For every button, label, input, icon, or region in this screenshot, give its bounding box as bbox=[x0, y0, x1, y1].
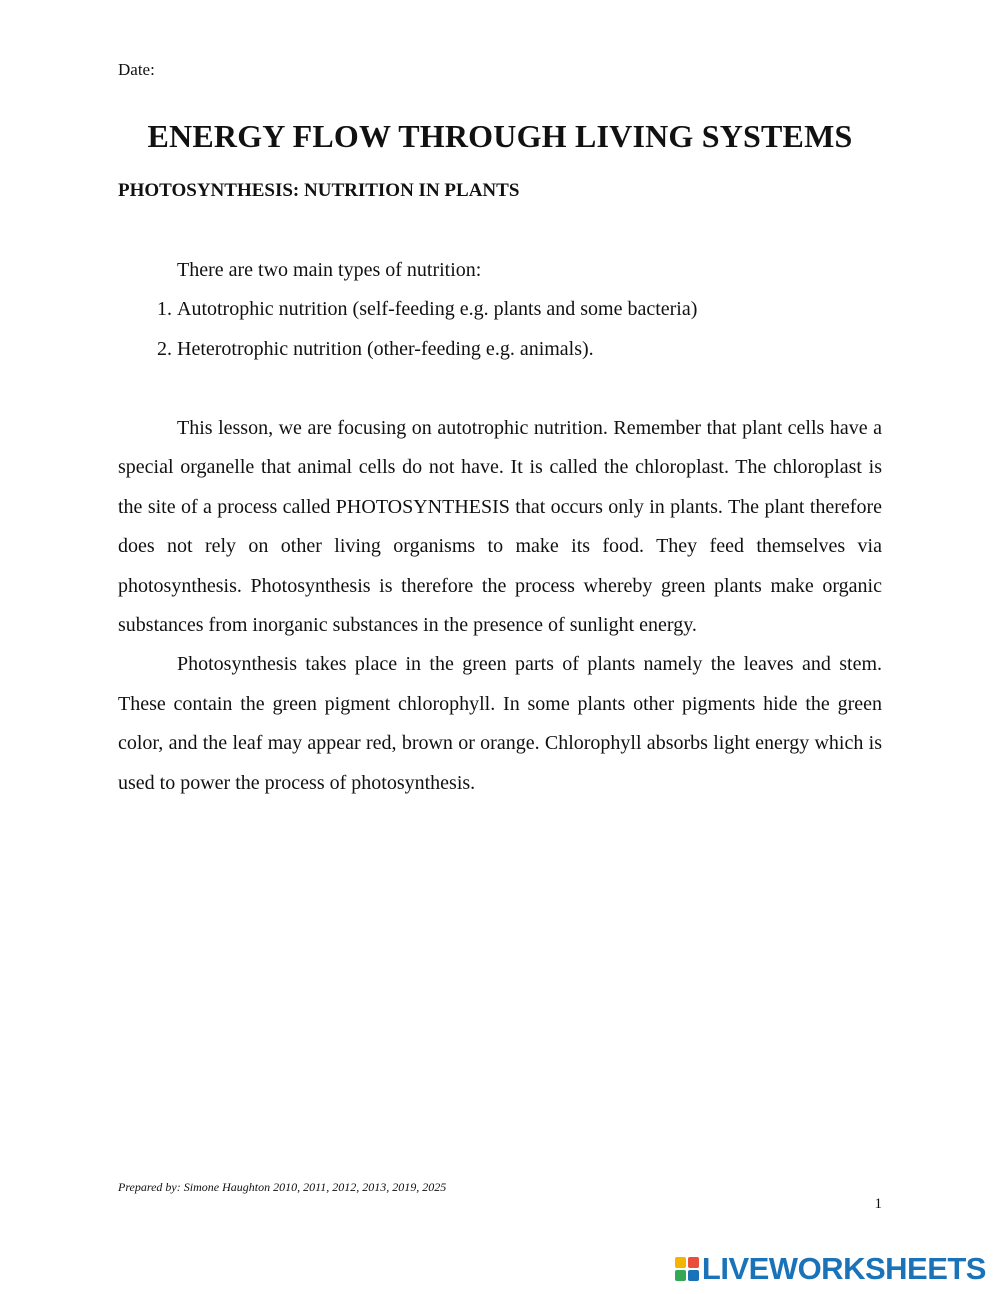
intro-section bbox=[118, 251, 882, 369]
liveworksheets-brand[interactable] bbox=[675, 1252, 986, 1286]
liveworksheets-logo-icon bbox=[675, 1257, 699, 1281]
footer-credit: Prepared by: Simone Haughton 2010, 2011, 2012, 2013, 2019, 2025 bbox=[118, 1180, 447, 1194]
nutrition-types-list bbox=[118, 290, 882, 369]
paragraph-autotrophic: This lesson, we are focusing on autotrophic nutrition. Remember that plant cells have a special organelle that animal cells do not have. It is called the chloroplast. The chloroplast is the site of a process called PHOTOSYNTHESIS that occurs only in plants. The plant therefore does not rely on other living organisms to make its food. They feed themselves via photosynthesis. Photosynthesis is therefore the process whereby green plants make organic substances from inorganic substances in the presence of sunlight energy. bbox=[118, 417, 882, 637]
intro-lead: There are two main types of nutrition: bbox=[177, 259, 482, 281]
logo-square bbox=[675, 1270, 686, 1281]
logo-square bbox=[675, 1257, 686, 1268]
body-paragraphs bbox=[118, 409, 882, 803]
brand-name: LIVEWORKSHEETS bbox=[701, 1251, 986, 1286]
paragraph-photosynthesis-location: Photosynthesis takes place in the green parts of plants namely the leaves and stem. These contain the green pigment chlorophyll. In some plants other pigments hide the green color, and the leaf may appear red, brown or orange. Chlorophyll absorbs light energy which is used to power the process of photosynthesis. bbox=[118, 653, 882, 794]
list-item: 2. Heterotrophic nutrition (other-feeding e.g. animals). bbox=[177, 330, 882, 369]
logo-square bbox=[688, 1270, 699, 1281]
date-label: Date: bbox=[118, 60, 155, 79]
page-number: 1 bbox=[874, 1196, 882, 1212]
list-item: 1. Autotrophic nutrition (self-feeding e.g. plants and some bacteria) bbox=[177, 290, 882, 329]
page-title: ENERGY FLOW THROUGH LIVING SYSTEMS bbox=[147, 118, 853, 154]
logo-square bbox=[688, 1257, 699, 1268]
section-subtitle: PHOTOSYNTHESIS: NUTRITION IN PLANTS bbox=[118, 180, 520, 201]
